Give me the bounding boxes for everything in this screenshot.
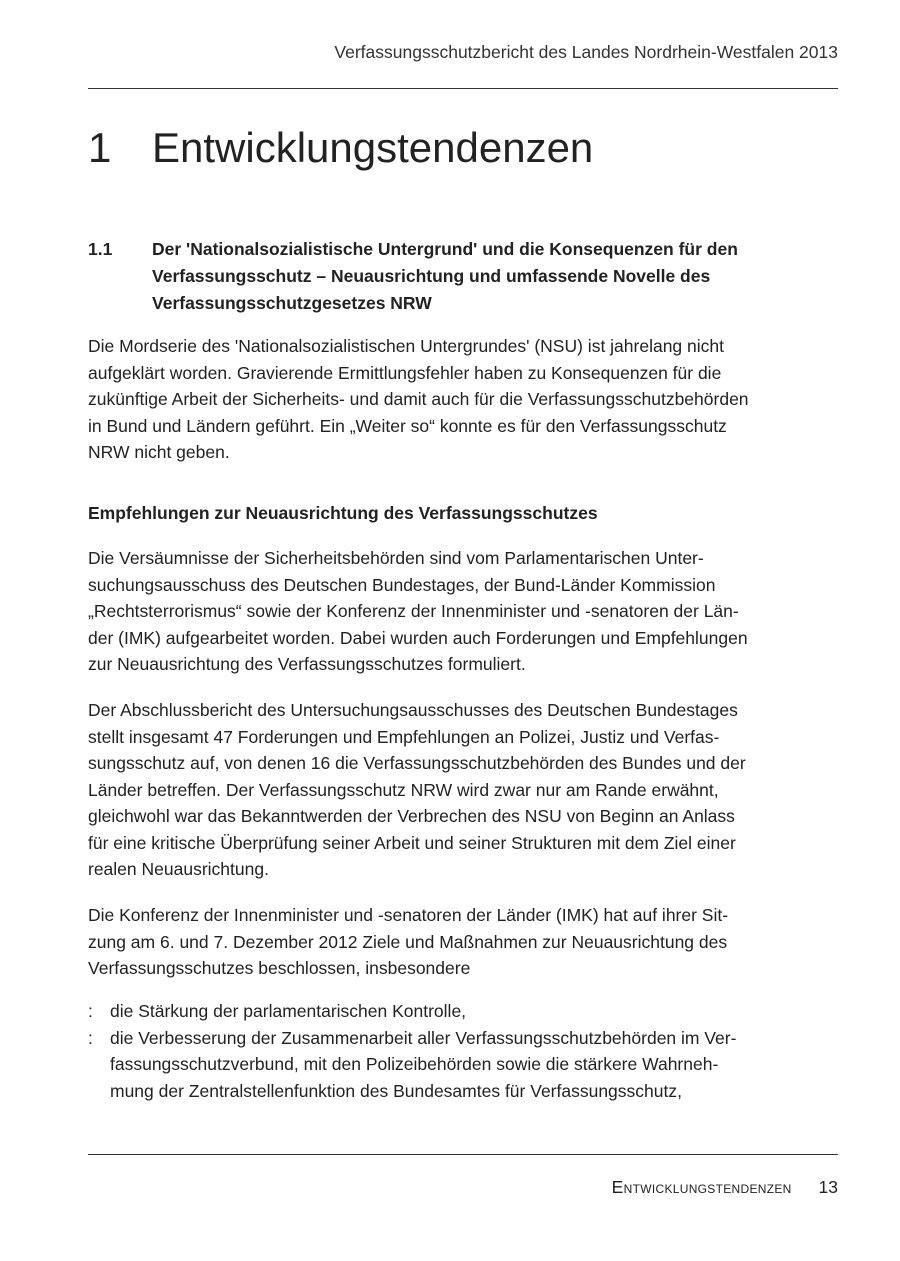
text-line: aufgeklärt worden. Gravierende Ermittlungsfehler haben zu Konsequenzen für die [88,362,722,383]
text-line: in Bund und Ländern geführt. Ein „Weiter so“ konnte es für den Verfassungsschutz [88,415,727,436]
chapter-title: Entwicklungstendenzen [152,124,594,171]
intro-paragraph [88,333,798,466]
text-line: Der Abschlussbericht des Untersuchungsausschusses des Deutschen Bundestages [88,700,738,720]
text-line: Die Versäumnisse der Sicherheitsbehörden sind vom Parlamentarischen Unter- [88,548,704,568]
list-item-text [110,1025,790,1105]
footer-rule [88,1154,838,1155]
text-line: die Stärkung der parlamentarischen Kontrolle, [110,1001,467,1021]
text-line: gleichwohl war das Bekanntwerden der Verbrechen des NSU von Beginn an Anlass [88,806,735,826]
subheading: Empfehlungen zur Neuausrichtung des Verfassungsschutzes [88,503,598,523]
chapter-heading [88,124,593,172]
text-line: „Rechtsterrorismus“ sowie der Konferenz der Innenminister und -senatoren der Län- [88,601,739,621]
section-title-line: Der 'Nationalsozialistische Untergrund' und die Konsequenzen für den [152,239,738,259]
section-title-line: Verfassungsschutz – Neuausrichtung und umfassende Novelle des [152,266,711,286]
text-line: die Verbesserung der Zusammenarbeit aller Verfassungsschutzbehörden im Ver- [110,1027,737,1048]
text-line: zur Neuausrichtung des Verfassungsschutzes formuliert. [88,654,526,674]
section-heading [88,236,788,317]
text-line: mung der Zentralstellenfunktion des Bundesamtes für Verfassungsschutz, [110,1080,682,1101]
text-line: Die Mordserie des 'Nationalsozialistischen Untergrundes' (NSU) ist jahrelang nicht [88,336,724,356]
text-line: der (IMK) aufgearbeitet worden. Dabei wurden auch Forderungen und Empfehlungen [88,627,748,648]
section-title [152,236,772,317]
section-title-line: Verfassungsschutzgesetzes NRW [152,293,432,313]
text-line: zung am 6. und 7. Dezember 2012 Ziele und Maßnahmen zur Neuausrichtung des [88,931,728,952]
text-line: sungsschutz auf, von denen 16 die Verfassungsschutzbehörden des Bundes und der [88,753,746,773]
text-line: stellt insgesamt 47 Forderungen und Empfehlungen an Polizei, Justiz und Verfas- [88,726,720,747]
list-item [88,998,798,1025]
bullet-marker: : [88,1027,93,1048]
running-header: Verfassungsschutzbericht des Landes Nordrhein-Westfalen 2013 [334,42,838,62]
header-rule [88,88,838,89]
section-number: 1.1 [88,239,113,259]
text-line: Verfassungsschutzes beschlossen, insbesondere [88,958,471,978]
page-footer [88,1177,838,1198]
text-line: suchungsausschuss des Deutschen Bundestages, der Bund-Länder Kommission [88,574,716,595]
paragraph-4 [88,902,798,982]
list-item-text [110,998,790,1025]
footer-chapter-name: Entwicklungstendenzen [611,1177,792,1197]
text-line: realen Neuausrichtung. [88,859,269,879]
text-line: Die Konferenz der Innenminister und -senatoren der Länder (IMK) hat auf ihrer Sit- [88,905,729,925]
text-line: für eine kritische Überprüfung seiner Arbeit und seiner Strukturen mit dem Ziel einer [88,832,736,853]
paragraph-2 [88,545,798,678]
paragraph-3 [88,697,798,883]
text-line: zukünftige Arbeit der Sicherheits- und damit auch für die Verfassungsschutzbehörden [88,389,749,409]
text-line: fassungsschutzverbund, mit den Polizeibehörden sowie die stärkere Wahrneh- [110,1054,719,1074]
text-line: Länder betreffen. Der Verfassungsschutz NRW wird zwar nur am Rande erwähnt, [88,779,719,800]
page-number: 13 [818,1177,838,1197]
bullet-marker: : [88,1001,93,1021]
text-line: NRW nicht geben. [88,442,230,462]
bullet-list [88,998,798,1104]
chapter-number: 1 [88,124,112,171]
list-item [88,1025,798,1105]
